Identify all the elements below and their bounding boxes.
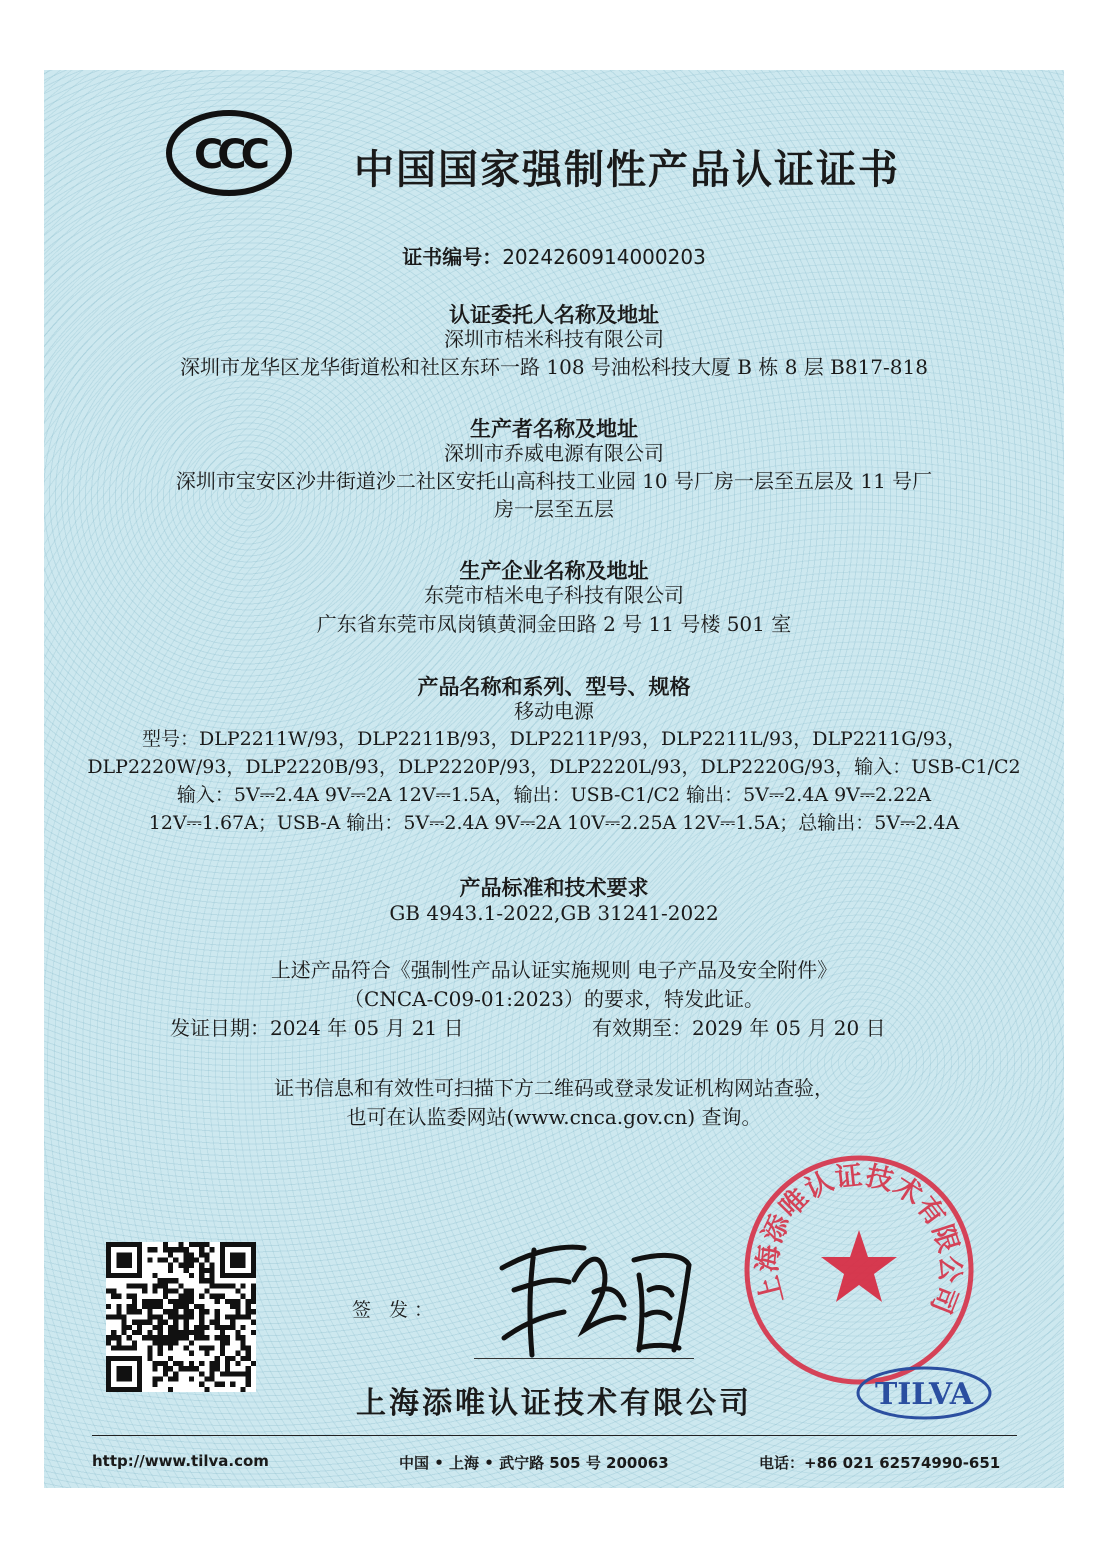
certificate-number [44, 241, 1064, 270]
conformity-line-1: 上述产品符合《强制性产品认证实施规则 电子产品及安全附件》 [270, 958, 838, 982]
factory-address: 广东省东莞市凤岗镇黄洞金田路 2 号 11 号楼 501 室 [316, 612, 792, 636]
product-heading: 产品名称和系列、型号、规格 [417, 675, 691, 699]
factory-name: 东莞市桔米电子科技有限公司 [424, 583, 684, 607]
qr-code [106, 1242, 256, 1392]
issue-date: 发证日期：2024 年 05 月 21 日 [170, 1016, 464, 1040]
product-spec-line-2: 12V⎓1.67A；USB-A 输出：5V⎓2.4A 9V⎓2A 10V⎓2.25A 12V⎓1.5A；总输出：5V⎓2.4A [148, 812, 960, 834]
standards-value: GB 4943.1-2022,GB 31241-2022 [389, 901, 719, 925]
product-name: 移动电源 [514, 699, 594, 723]
conformity-line-2: （CNCA-C09-01:2023）的要求，特发此证。 [344, 987, 764, 1011]
footer-website[interactable]: http://www.tilva.com [92, 1452, 269, 1470]
product-models-line-1: 型号：DLP2211W/93，DLP2211B/93，DLP2211P/93，DLP2211L/93，DLP2211G/93， [142, 728, 966, 750]
footer-divider [92, 1435, 1017, 1436]
ccc-logo [164, 108, 294, 198]
sign-label: 签 发： [352, 1299, 440, 1321]
product-spec-line-1: 输入：5V⎓2.4A 9V⎓2A 12V⎓1.5A，输出：USB-C1/C2 输出：5V⎓2.4A 9V⎓2.22A [176, 784, 932, 806]
applicant-heading: 认证委托人名称及地址 [449, 303, 659, 327]
valid-until: 有效期至：2029 年 05 月 20 日 [592, 1016, 886, 1040]
manufacturer-heading: 生产者名称及地址 [470, 417, 638, 441]
standards-heading: 产品标准和技术要求 [459, 876, 649, 900]
ccc-logo-text: CCC [193, 132, 265, 178]
certificate-number-label: 证书编号： [402, 245, 503, 269]
issuer-name: 上海添唯认证技术有限公司 [356, 1386, 752, 1421]
signature-line [474, 1358, 694, 1359]
tilva-logo-text: TILVA [874, 1377, 974, 1412]
product-models-line-2: DLP2220W/93，DLP2220B/93，DLP2220P/93，DLP2220L/93，DLP2220G/93，输入：USB-C1/C2 [87, 756, 1021, 778]
manufacturer-name: 深圳市乔威电源有限公司 [444, 441, 664, 465]
factory-heading: 生产企业名称及地址 [459, 559, 649, 583]
manufacturer-address-line-1: 深圳市宝安区沙井街道沙二社区安托山高科技工业园 10 号厂房一层至五层及 11 号厂 [175, 469, 933, 493]
footer-address: 中国 • 上海 • 武宁路 505 号 200063 [399, 1454, 669, 1472]
verify-line-1: 证书信息和有效性可扫描下方二维码或登录发证机构网站查验， [274, 1076, 834, 1100]
certificate [44, 70, 1064, 1488]
certificate-title: 中国国家强制性产品认证证书 [354, 147, 900, 193]
seal-star-icon [821, 1230, 897, 1302]
seal-text: 上海添唯认证技术有限公司 [752, 1159, 966, 1319]
tilva-logo [854, 1365, 994, 1421]
certificate-number-value: 2024260914000203 [502, 245, 706, 269]
verify-line-2: 也可在认监委网站(www.cnca.gov.cn) 查询。 [346, 1105, 762, 1129]
company-seal [739, 1150, 979, 1390]
footer-phone: 电话：+86 021 62574990-651 [759, 1454, 1001, 1472]
applicant-name: 深圳市桔米科技有限公司 [444, 327, 664, 351]
signature-image [474, 1220, 704, 1360]
manufacturer-address-line-2: 房一层至五层 [494, 497, 614, 521]
applicant-address: 深圳市龙华区龙华街道松和社区东环一路 108 号油松科技大厦 B 栋 8 层 B817-818 [180, 355, 928, 379]
